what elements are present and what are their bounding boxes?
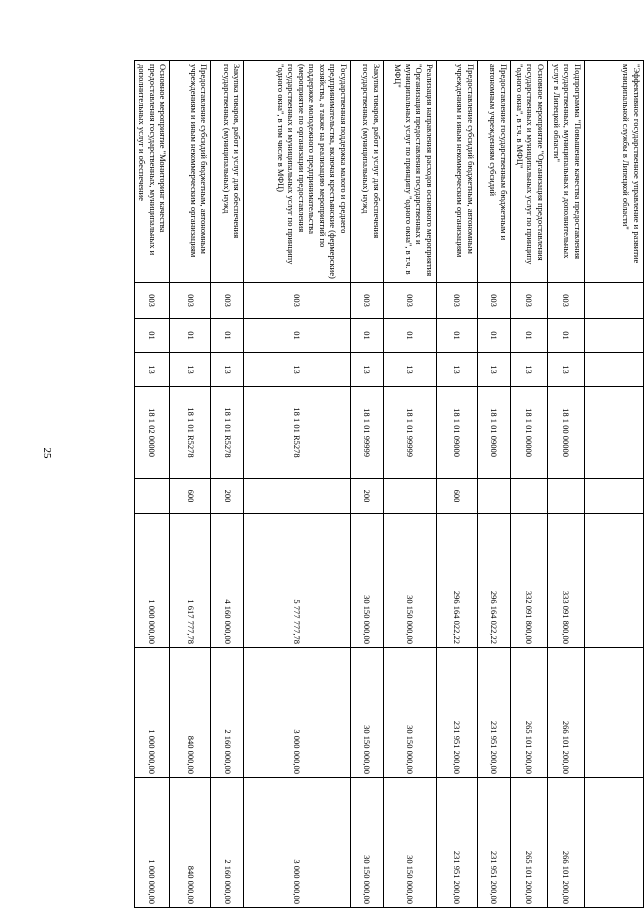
- cell-description: Предоставление государственным бюджетным и автономным учреждениям субсидий: [477, 61, 510, 283]
- cell-subsection-code: 13: [547, 353, 584, 387]
- cell-grbs-code: 003: [510, 283, 547, 319]
- cell-amount-3: [584, 778, 643, 908]
- cell-amount-3: 3 000 000,00: [244, 778, 351, 908]
- cell-amount-2: 266 101 200,00: [547, 648, 584, 778]
- cell-section-code: 01: [477, 319, 510, 353]
- cell-section-code: 01: [547, 319, 584, 353]
- cell-target-article: 18 1 01 00000: [510, 387, 547, 479]
- cell-subsection-code: [584, 353, 643, 387]
- cell-section-code: 01: [350, 319, 383, 353]
- cell-expense-type: 200: [350, 479, 383, 514]
- cell-amount-3: 1 000 000,00: [135, 778, 170, 908]
- cell-amount-1: 5 777 777,78: [244, 514, 351, 648]
- cell-section-code: 01: [383, 319, 436, 353]
- cell-description: Государственная поддержка малого и среднего предпринимательства, включая крестьянские (фермерские) хозяйства, а также на реализацию мероприятий по поддержке молодежного предпринимательства (мероприятие по организации предоставления государственных и муниципальных услуг по принципу "одного окна", в том числе в МФЦ): [244, 61, 351, 283]
- table-row: [547, 61, 584, 908]
- cell-target-article: 18 1 01 09000: [477, 387, 510, 479]
- budget-table: [134, 60, 644, 908]
- cell-grbs-code: 003: [170, 283, 211, 319]
- table-row: [135, 61, 170, 908]
- cell-target-article: 18 1 01 R5278: [211, 387, 244, 479]
- table-row: [244, 61, 351, 908]
- cell-subsection-code: 13: [170, 353, 211, 387]
- cell-section-code: 01: [211, 319, 244, 353]
- table-row: [510, 61, 547, 908]
- table-body: [135, 61, 644, 908]
- cell-grbs-code: 003: [244, 283, 351, 319]
- cell-grbs-code: 003: [383, 283, 436, 319]
- cell-expense-type: [383, 479, 436, 514]
- cell-grbs-code: 003: [436, 283, 477, 319]
- table-row: [477, 61, 510, 908]
- cell-amount-3: 2 160 000,00: [211, 778, 244, 908]
- cell-description: Закупка товаров, работ и услуг для обеспечения государственных (муниципальных) нужд: [211, 61, 244, 283]
- cell-amount-1: 333 091 800,00: [547, 514, 584, 648]
- cell-target-article: 18 1 01 99999: [383, 387, 436, 479]
- cell-subsection-code: 13: [244, 353, 351, 387]
- cell-amount-2: 30 150 000,00: [383, 648, 436, 778]
- cell-target-article: 18 1 02 00000: [135, 387, 170, 479]
- cell-expense-type: [244, 479, 351, 514]
- cell-amount-1: 30 150 000,00: [350, 514, 383, 648]
- cell-expense-type: [547, 479, 584, 514]
- cell-target-article: 18 1 01 R5278: [170, 387, 211, 479]
- cell-expense-type: 200: [211, 479, 244, 514]
- cell-amount-3: 265 101 200,00: [510, 778, 547, 908]
- cell-amount-1: 4 160 000,00: [211, 514, 244, 648]
- cell-amount-1: 1 000 000,00: [135, 514, 170, 648]
- rotated-table-container: [0, 60, 644, 904]
- cell-amount-2: 231 951 200,00: [436, 648, 477, 778]
- cell-section-code: 01: [510, 319, 547, 353]
- cell-amount-2: 1 000 000,00: [135, 648, 170, 778]
- page-number: 25: [41, 447, 53, 459]
- cell-expense-type: 600: [436, 479, 477, 514]
- table-row: [350, 61, 383, 908]
- cell-description: Предоставление субсидий бюджетным, автономным учреждениям и иным некоммерческим организациям: [436, 61, 477, 283]
- cell-description: Основное мероприятие "Организация предоставления государственных и муниципальных услуг по принципу "одного окна", в т.ч. в МФЦ": [510, 61, 547, 283]
- cell-expense-type: [510, 479, 547, 514]
- cell-amount-2: 231 951 200,00: [477, 648, 510, 778]
- cell-section-code: 01: [135, 319, 170, 353]
- cell-expense-type: [477, 479, 510, 514]
- cell-grbs-code: 003: [477, 283, 510, 319]
- cell-amount-1: 30 150 000,00: [383, 514, 436, 648]
- cell-grbs-code: 003: [211, 283, 244, 319]
- cell-target-article: 18 1 01 99999: [350, 387, 383, 479]
- cell-target-article: 18 1 01 09000: [436, 387, 477, 479]
- cell-amount-2: 2 160 000,00: [211, 648, 244, 778]
- cell-description: Подпрограмма "Повышение качества предоставления государственных, муниципальных и дополнительных услуг в Липецкой области": [547, 61, 584, 283]
- cell-amount-3: 266 101 200,00: [547, 778, 584, 908]
- table-row: [584, 61, 643, 908]
- cell-section-code: 01: [170, 319, 211, 353]
- cell-amount-3: 840 000,00: [170, 778, 211, 908]
- cell-amount-2: 840 000,00: [170, 648, 211, 778]
- cell-grbs-code: 003: [135, 283, 170, 319]
- cell-target-article: 18 1 01 R5278: [244, 387, 351, 479]
- cell-amount-2: 3 000 000,00: [244, 648, 351, 778]
- cell-grbs-code: 003: [547, 283, 584, 319]
- cell-amount-3: 30 150 000,00: [383, 778, 436, 908]
- cell-description: Основное мероприятие "Мониторинг качества предоставления государственных, муниципальных и дополнительных услуг и обеспечение: [135, 61, 170, 283]
- cell-target-article: [584, 387, 643, 479]
- table-row: [436, 61, 477, 908]
- cell-section-code: 01: [436, 319, 477, 353]
- cell-expense-type: [135, 479, 170, 514]
- cell-amount-1: 332 091 800,00: [510, 514, 547, 648]
- cell-subsection-code: 13: [135, 353, 170, 387]
- cell-amount-1: [584, 514, 643, 648]
- cell-amount-3: 231 951 200,00: [436, 778, 477, 908]
- cell-description: Предоставление субсидий бюджетным, автономным учреждениям и иным некоммерческим организациям: [170, 61, 211, 283]
- cell-amount-3: 231 951 200,00: [477, 778, 510, 908]
- table-row: [383, 61, 436, 908]
- cell-subsection-code: 13: [477, 353, 510, 387]
- cell-description: "Эффективное государственное управление и развитие муниципальной службы в Липецкой области": [584, 61, 643, 283]
- cell-description: Реализация направления расходов основного мероприятия "Организация предоставления государственных и муниципальных услуг по принципу "одного окна", в т.ч. в МФЦ": [383, 61, 436, 283]
- cell-target-article: 18 1 00 00000: [547, 387, 584, 479]
- cell-subsection-code: 13: [510, 353, 547, 387]
- cell-amount-1: 296 164 022,22: [477, 514, 510, 648]
- table-row: [170, 61, 211, 908]
- cell-expense-type: [584, 479, 643, 514]
- cell-expense-type: 600: [170, 479, 211, 514]
- cell-grbs-code: 003: [350, 283, 383, 319]
- cell-amount-1: 296 164 022,22: [436, 514, 477, 648]
- cell-amount-2: 30 150 000,00: [350, 648, 383, 778]
- cell-subsection-code: 13: [436, 353, 477, 387]
- cell-section-code: 01: [244, 319, 351, 353]
- cell-grbs-code: [584, 283, 643, 319]
- cell-description: Закупка товаров, работ и услуг для обеспечения государственных (муниципальных) нужд: [350, 61, 383, 283]
- cell-amount-2: 265 101 200,00: [510, 648, 547, 778]
- cell-subsection-code: 13: [350, 353, 383, 387]
- cell-amount-3: 30 150 000,00: [350, 778, 383, 908]
- cell-subsection-code: 13: [211, 353, 244, 387]
- table-row: [211, 61, 244, 908]
- cell-section-code: [584, 319, 643, 353]
- cell-subsection-code: 13: [383, 353, 436, 387]
- cell-amount-1: 1 617 777,78: [170, 514, 211, 648]
- cell-amount-2: [584, 648, 643, 778]
